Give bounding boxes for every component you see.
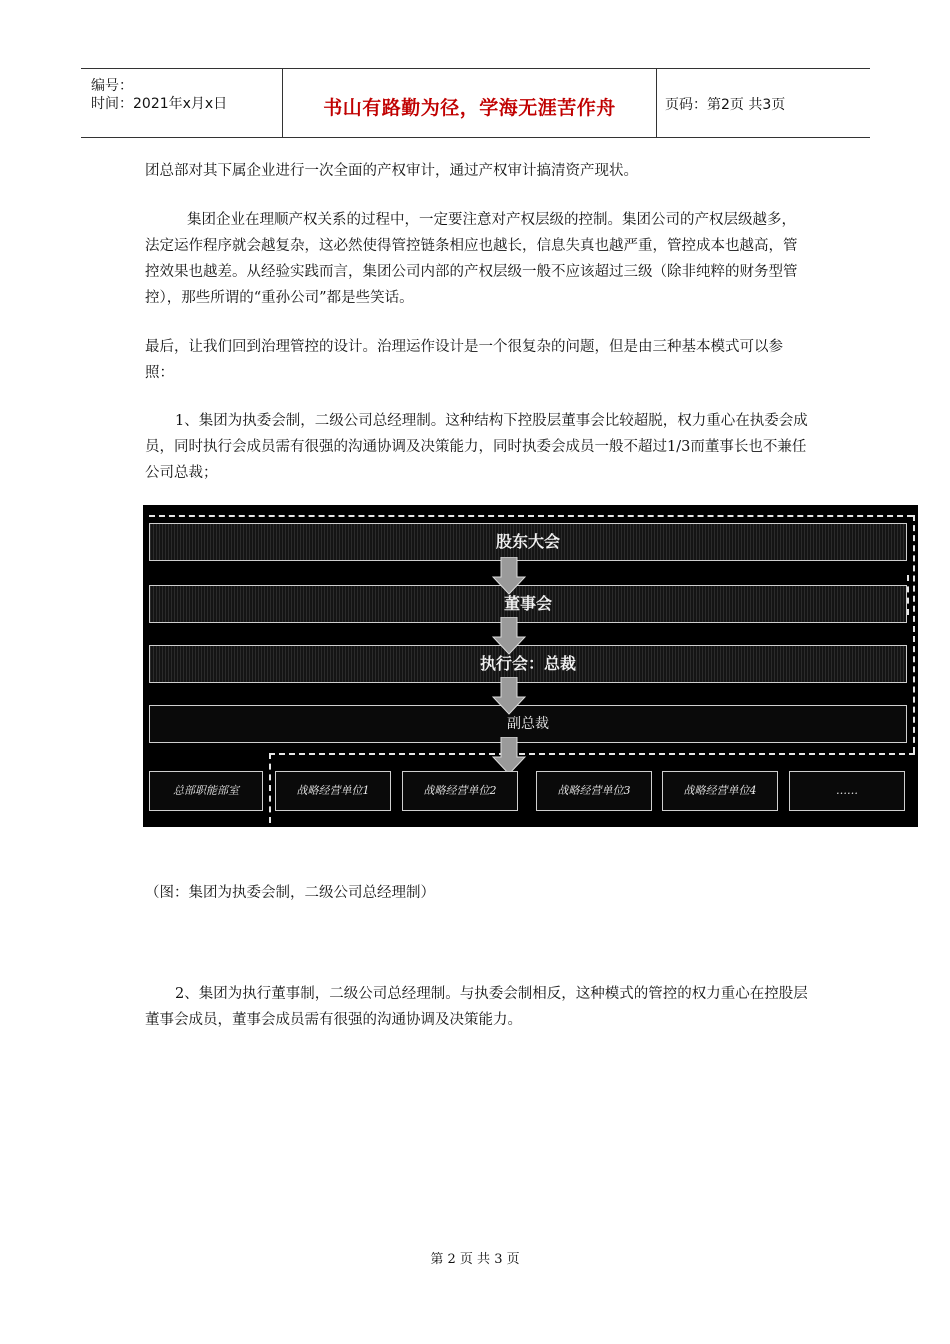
chart-dashed-right-inner <box>907 575 909 615</box>
page-footer: 第 2 页 共 3 页 <box>430 1252 520 1267</box>
paragraph-1: 团总部对其下属企业进行一次全面的产权审计，通过产权审计搞清资产现状。 <box>145 163 638 179</box>
chart-dashed-left-drop <box>269 753 271 823</box>
time-label: 时间：2021年x月x日 <box>91 96 228 112</box>
chart-dashed-top <box>149 515 913 517</box>
level-shareholders: 股东大会 <box>149 523 907 561</box>
paragraph-3: 最后，让我们回到治理管控的设计。治理运作设计是一个很复杂的问题，但是由三种基本模式可以参照： <box>145 339 783 381</box>
header-motto-cell <box>282 69 657 137</box>
down-arrow-icon <box>492 557 526 595</box>
paragraph-4: 1、集团为执委会制，二级公司总经理制。这种结构下控股层董事会比较超脱，权力重心在执委会成员，同时执行会成员需有很强的沟通协调及决策能力，同时执委会成员一般不超过1/3而董事长也不兼任公司总裁； <box>145 413 808 481</box>
unit-hq-functions: 总部职能部室 <box>149 771 263 811</box>
down-arrow-icon <box>492 677 526 715</box>
level-board: 董事会 <box>149 585 907 623</box>
number-label: 编号： <box>91 78 133 94</box>
level-executive: 执行会：总裁 <box>149 645 907 683</box>
page-header <box>81 68 870 138</box>
page-info: 页码：第2页 共3页 <box>665 97 786 113</box>
down-arrow-icon <box>492 737 526 775</box>
chart-dashed-right <box>913 515 915 753</box>
level-vice-president: 副总裁 <box>149 705 907 743</box>
org-chart <box>143 505 918 827</box>
unit-sbu-1: 战略经营单位1 <box>275 771 391 811</box>
unit-sbu-4: 战略经营单位4 <box>662 771 778 811</box>
paragraph-5: 2、集团为执行董事制，二级公司总经理制。与执委会制相反，这种模式的管控的权力重心在控股层董事会成员，董事会成员需有很强的沟通协调及决策能力。 <box>145 986 808 1028</box>
unit-more: …… <box>789 771 905 811</box>
figure-caption: （图：集团为执委会制，二级公司总经理制） <box>145 885 435 901</box>
motto-text: 书山有路勤为径，学海无涯苦作舟 <box>323 97 616 119</box>
header-meta-cell <box>81 69 282 137</box>
paragraph-2: 集团企业在理顺产权关系的过程中，一定要注意对产权层级的控制。集团公司的产权层级越多，法定运作程序就会越复杂，这必然使得管控链条相应也越长，信息失真也越严重，管控成本也越高，管控效果也越差。从经验实践而言，集团公司内部的产权层级一般不应该超过三级（除非纯粹的财务型管控），那些所谓的“重孙公司”都是些笑话。 <box>145 212 798 306</box>
down-arrow-icon <box>492 617 526 655</box>
unit-sbu-2: 战略经营单位2 <box>402 771 518 811</box>
chart-dashed-bus <box>269 753 915 755</box>
unit-sbu-3: 战略经营单位3 <box>536 771 652 811</box>
